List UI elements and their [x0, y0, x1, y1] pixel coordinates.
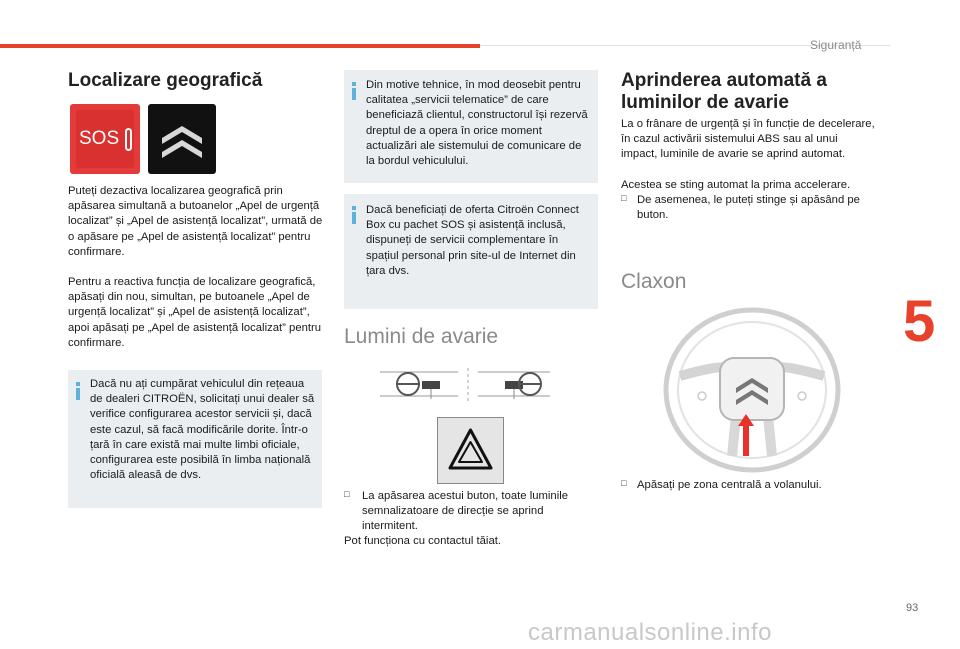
- hazard-bullet: [344, 489, 594, 535]
- info-icon: [352, 206, 356, 224]
- checkbox-bullet-icon: □: [621, 478, 627, 488]
- connect-box-info-text: Dacă beneficiați de oferta Citroën Connect Box cu pachet SOS și asistență inclusă, dispuneți de servicii complementare în spațiul personal prin site-ul de Internet din țara dvs.: [366, 204, 579, 277]
- geolocation-paragraph-2: Pentru a reactiva funcția de localizare geografică, apăsați din nou, simultan, pe butoanele „Apel de urgență localizat” și „Apel de asistență localizat”, apoi apăsați pe „Apel de asistență localizat” pentru confirmare.: [68, 276, 322, 349]
- geolocation-title: Localizare geografică: [68, 70, 263, 91]
- chapter-number: 5: [903, 289, 936, 354]
- checkbox-bullet-icon: □: [344, 489, 350, 499]
- geolocation-paragraph-1: Puteți dezactiva localizarea geografică prin apăsarea simultană a butoanelor „Apel de urgență localizat” și „Apel de asistență localizat”, urmată de o apăsare pe „Apel de asistență localizat” pentru confirmare.: [68, 185, 323, 258]
- page-number: 93: [906, 602, 919, 614]
- dealer-info-box: [68, 370, 322, 508]
- hazard-button-image: [437, 417, 504, 484]
- hazard-lights-dashboard-illustration: [380, 366, 550, 406]
- watermark: carmanualsonline.info: [528, 619, 772, 646]
- horn-bullet: [621, 478, 871, 493]
- telematics-info-box: [344, 70, 598, 183]
- connect-box-info-box: [344, 194, 598, 309]
- sos-led: [125, 128, 132, 151]
- checkbox-bullet-icon: □: [621, 193, 627, 203]
- sos-label: SOS: [79, 128, 120, 149]
- dealer-info-text: Dacă nu ați cumpărat vehiculul din rețeaua de dealeri CITROËN, solicitați unui dealer să verifice configurarea acestor servicii și, dacă este cazul, să facă modificările dorite. Într-o țară în care există mai multe limbi oficiale, configurarea este posibilă în limba națională oficială aleasă de dvs.: [90, 378, 315, 482]
- telematics-info-text: Din motive tehnice, în mod deosebit pentru calitatea „servicii telematice” de care beneficiază clientul, constructorul își rezervă dreptul de a opera în orice moment actualizări ale sistemului de comunicare de la bordul vehiculului.: [366, 79, 588, 168]
- hazard-note: Pot funcționa cu contactul tăiat.: [344, 535, 501, 547]
- citroen-assistance-button-image: [148, 104, 216, 174]
- horn-title: Claxon: [621, 270, 687, 293]
- horn-bullet-text: Apăsați pe zona centrală a volanului.: [637, 479, 822, 491]
- auto-hazard-paragraph-1: La o frânare de urgență și în funcție de decelerare, în cazul activării sistemului ABS sau al unui impact, luminile de avarie se aprind automat.: [621, 118, 875, 161]
- hazard-bullet-text: La apăsarea acestui buton, toate luminile semnalizatoare de direcție se aprind intermitent.: [362, 490, 568, 533]
- header-accent-bar: [0, 44, 480, 48]
- auto-hazard-bullet-text: De asemenea, le puteți stinge și apăsând pe buton.: [637, 194, 860, 222]
- auto-hazard-title: Aprinderea automată a luminilor de avarie: [621, 70, 827, 113]
- info-icon: [76, 382, 80, 400]
- hazard-lights-title: Lumini de avarie: [344, 325, 499, 348]
- section-name: Siguranță: [810, 38, 862, 52]
- sos-button-image: [70, 104, 140, 174]
- auto-hazard-bullet: [621, 193, 871, 223]
- auto-hazard-paragraph-2: Acestea se sting automat la prima accelerare.: [621, 179, 851, 191]
- steering-wheel-horn-illustration: [662, 306, 842, 474]
- citroen-chevron-icon: [148, 104, 216, 174]
- hazard-triangle-icon: [438, 418, 503, 483]
- info-icon: [352, 82, 356, 100]
